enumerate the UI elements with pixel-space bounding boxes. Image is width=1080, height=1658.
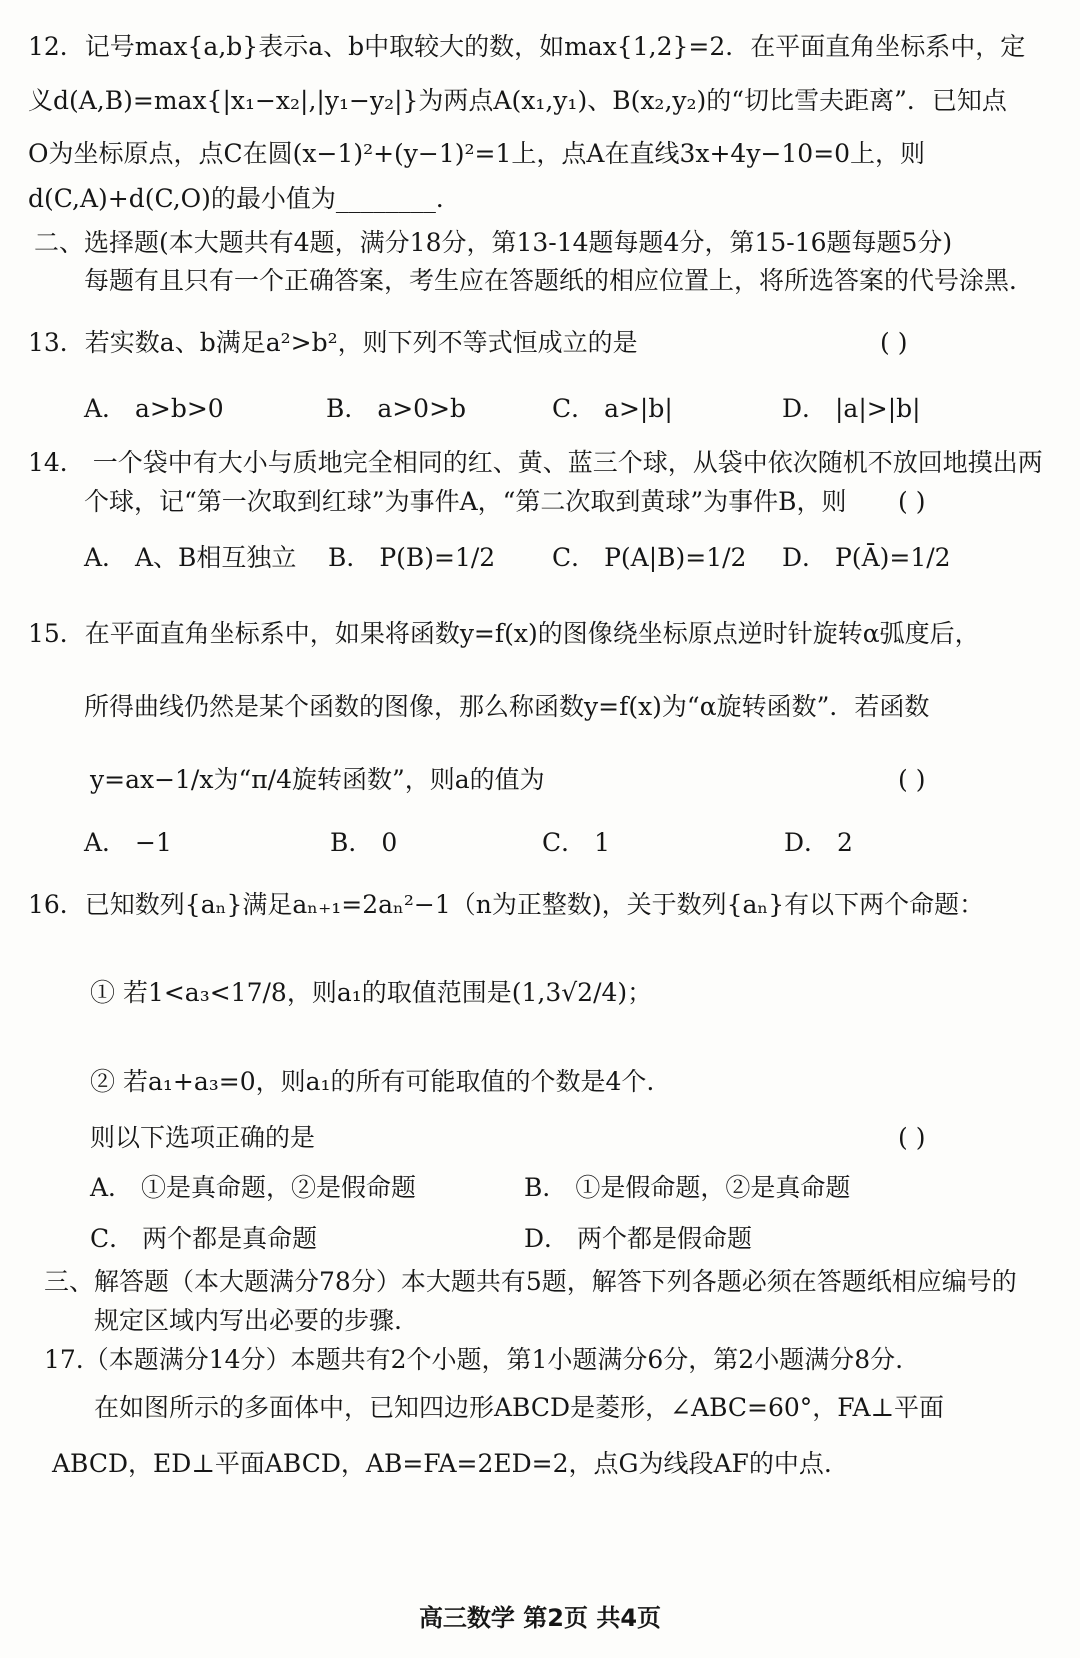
section-2-instructions: 每题有且只有一个正确答案，考生应在答题纸的相应位置上，将所选答案的代号涂黑．	[84, 266, 1035, 295]
q16-question: 则以下选项正确的是	[90, 1123, 316, 1152]
q16-proposition-2: ② 若a₁+a₃=0，则a₁的所有可能取值的个数是4个.	[90, 1067, 655, 1096]
q15-option-b: B． 0	[330, 828, 398, 857]
q13-option-d: D． |a|>|b|	[782, 394, 921, 423]
q12-line-1: 12．记号max{a,b}表示a、b中取较大的数，如max{1,2}=2．在平面直角坐标系中，定	[28, 32, 1026, 61]
section-3-instructions: 规定区域内写出必要的步骤.	[94, 1306, 402, 1335]
q15-line-2: 所得曲线仍然是某个函数的图像，那么称函数y=f(x)为“α旋转函数”．若函数	[84, 692, 930, 721]
q15-option-d: D． 2	[784, 828, 853, 857]
q17-line-1: 17.（本题满分14分）本题共有2个小题，第1小题满分6分，第2小题满分8分.	[44, 1345, 904, 1374]
q14-line-1: 14． 一个袋中有大小与质地完全相同的红、黄、蓝三个球，从袋中依次随机不放回地摸出两	[28, 448, 1043, 477]
q15-line-1: 15．在平面直角坐标系中，如果将函数y=f(x)的图像绕坐标原点逆时针旋转α弧度后，	[28, 619, 980, 648]
q13-option-c: C． a>|b|	[552, 394, 673, 423]
q12-line-3: O为坐标原点，点C在圆(x−1)²+(y−1)²=1上，点A在直线3x+4y−10=0上，则	[28, 139, 926, 168]
q16-option-d: D． 两个都是假命题	[524, 1224, 752, 1253]
q15-line-3: y=ax−1/x为“π/4旋转函数”，则a的值为	[90, 765, 545, 794]
q14-option-b: B． P(B)=1/2	[328, 543, 496, 572]
section-3-title: 三、解答题（本大题满分78分）本大题共有5题，解答下列各题必须在答题纸相应编号的	[44, 1267, 1017, 1296]
q13-answer-paren: ( )	[880, 328, 908, 357]
q14-option-d: D． P(Ā)=1/2	[782, 543, 951, 572]
q15-option-c: C． 1	[542, 828, 610, 857]
q14-answer-paren: ( )	[898, 487, 926, 516]
q14-option-c: C． P(A|B)=1/2	[552, 543, 747, 572]
q14-line-2: 个球，记“第一次取到红球”为事件A，“第二次取到黄球”为事件B，则	[84, 487, 847, 516]
q16-proposition-1: ① 若1<a₃<17/8，则a₁的取值范围是(1,3√2/4)；	[90, 978, 653, 1007]
q16-option-a: A． ①是真命题，②是假命题	[90, 1173, 417, 1202]
q16-option-b: B． ①是假命题，②是真命题	[524, 1173, 851, 1202]
q12-line-4: d(C,A)+d(C,O)的最小值为________．	[28, 184, 461, 213]
q14-option-a: A． A、B相互独立	[84, 543, 297, 572]
q16-option-c: C． 两个都是真命题	[90, 1224, 318, 1253]
q15-answer-paren: ( )	[898, 765, 926, 794]
q13-option-a: A． a>b>0	[84, 394, 224, 423]
section-2-title: 二、选择题(本大题共有4题，满分18分，第13-14题每题4分，第15-16题每题5分)	[34, 228, 953, 257]
q13-option-b: B． a>0>b	[326, 394, 467, 423]
q17-line-2: 在如图所示的多面体中，已知四边形ABCD是菱形，∠ABC=60°，FA⊥平面	[94, 1393, 945, 1422]
q16-answer-paren: ( )	[898, 1123, 926, 1152]
q15-option-a: A． −1	[84, 828, 172, 857]
q13-stem: 13．若实数a、b满足a²>b²，则下列不等式恒成立的是	[28, 328, 638, 357]
page-footer: 高三数学 第2页 共4页	[418, 1604, 662, 1632]
q17-line-3: ABCD，ED⊥平面ABCD，AB=FA=2ED=2，点G为线段AF的中点.	[52, 1449, 832, 1478]
q12-line-2: 义d(A,B)=max{|x₁−x₂|,|y₁−y₂|}为两点A(x₁,y₁)、B(x₂,y₂)的“切比雪夫距离”．已知点	[28, 86, 1007, 115]
q16-line-1: 16．已知数列{aₙ}满足aₙ₊₁=2aₙ²−1（n为正整数)，关于数列{aₙ}有以下两个命题：	[28, 890, 985, 919]
